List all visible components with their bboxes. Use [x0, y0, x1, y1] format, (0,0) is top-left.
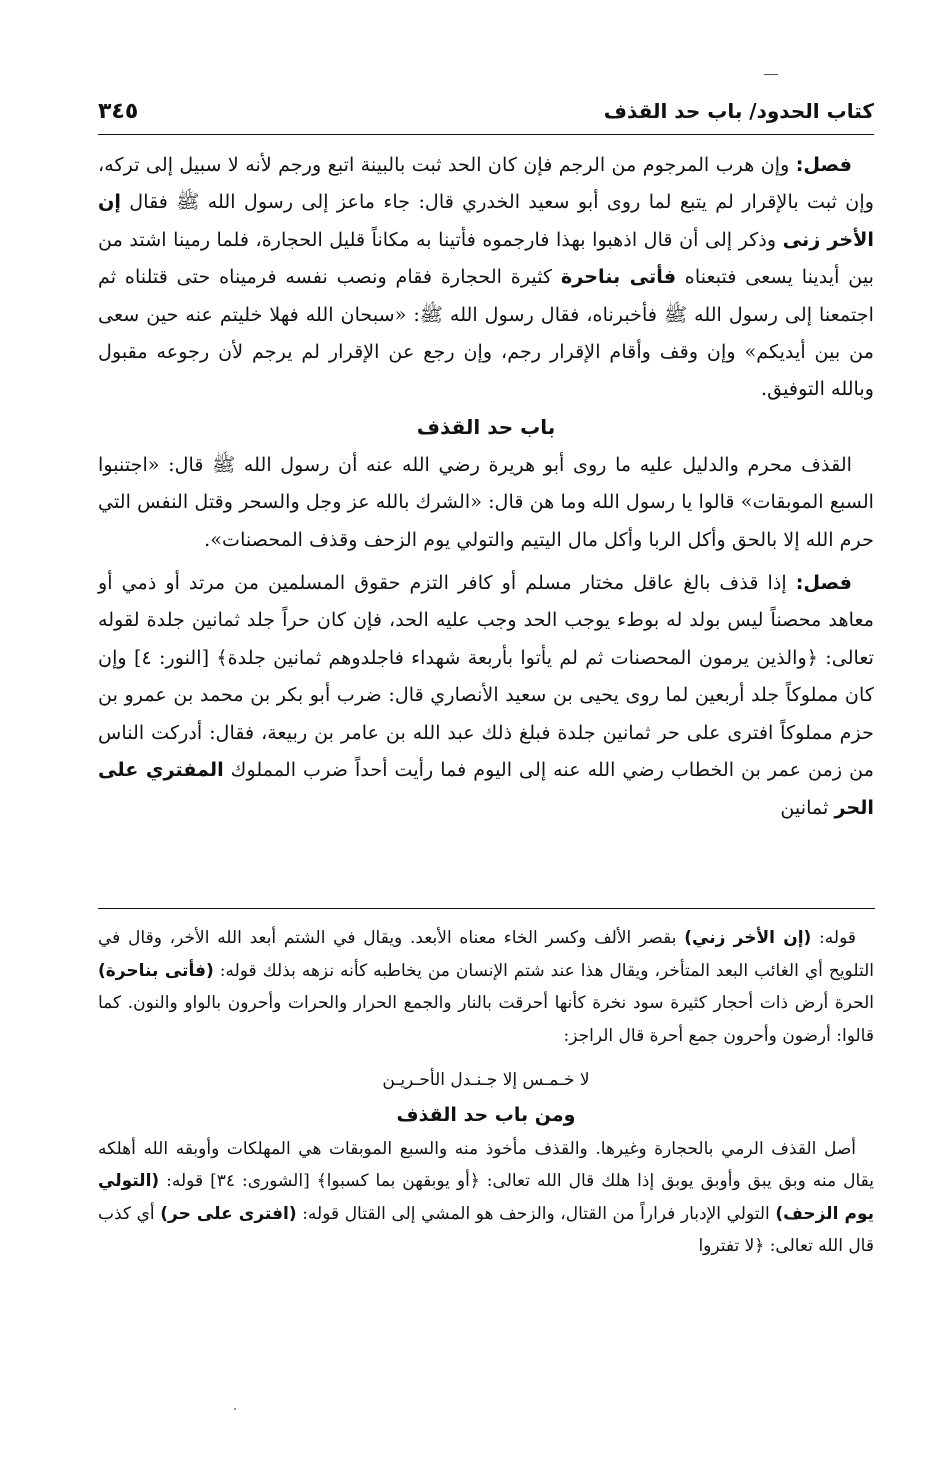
footnote-paragraph-1 [98, 922, 874, 1052]
note-text: قوله: [811, 928, 856, 948]
note-bold: (افترى على حر) [160, 1203, 297, 1224]
bold-phrase: فأتى بناحرة [560, 265, 677, 289]
paragraph-lead: فصل: [795, 153, 852, 176]
paragraph-qadhf: القذف محرم والدليل عليه ما روى أبو هريرة رضي الله عنه أن رسول الله ﷺ قال: «اجتنبوا السبع الموبقات» قالوا يا رسول الله وما هن قال: «الشرك بالله عز وجل والسحر وقتل النفس التي حرم الله إلا بالحق وأكل الربا وأكل مال اليتيم والتولي يوم الزحف وقذف المحصنات». [98, 452, 874, 551]
paragraph-text: إذا قذف بالغ عاقل مختار مسلم أو كافر التزم حقوق المسلمين من مرتد أو ذمي أو معاهد محصناً ليس بولد له بوطء يوجب الحد وجب عليه الحد، فإن كان حراً جلد ثمانين جلدة لقوله تعالى: ﴿والذين يرمون المحصنات ثم لم يأتوا بأربعة شهداء فاجلدوهم ثمانين جلدة﴾ [النور: ٤] وإن كان مملوكاً جلد أربعين لما روى يحيى بن سعيد الأنصاري قال: ضرب أبو بكر بن محمد بن عمرو بن حزم مملوكاً افترى على حر ثمانين جلدة فبلغ ذلك عبد الله بن عامر بن ربيعة، فقال: أدركت الناس من زمن عمر بن الخطاب رضي الله عنه إلى اليوم فما رأيت أحداً ضرب المملوك [98, 571, 875, 782]
section-title: باب حد القذف [416, 414, 556, 439]
paragraph-lead: فصل: [795, 571, 852, 595]
running-title: كتاب الحدود/ باب حد القذف [603, 99, 874, 123]
note-text: التولي الإدبار فراراً من القتال، والزحف هو المشي إلى القتال قوله: [296, 1203, 776, 1224]
footnote-divider [98, 908, 875, 909]
bold-phrase: إن الأخر زنى [98, 190, 874, 251]
paragraph-text: ثمانين [780, 795, 835, 819]
note-bold: (التولي يوم الزحف) [98, 1171, 874, 1224]
footnote-subtitle: ومن باب حد القذف [396, 1103, 576, 1126]
paragraph-text: كثيرة الحجارة فقام ونصب نفسه فرميناه حتى قتلناه ثم اجتمعنا إلى رسول الله ﷺ فأخبرناه، فقال رسول الله ﷺ: «سبحان الله فهلا خليتم عنه حين سعى من بين أيديكم» وإن وقف وأقام الإقرار رجم، وإن رجع عن الإقرار لم يرجم لأن رجوعه مقبول وبالله التوفيق. [98, 265, 874, 401]
verse-line: لا خـمـس إلا جـنـدل الأحـريـن [382, 1070, 590, 1090]
note-bold: (إن الأخر زني) [684, 928, 812, 948]
top-mark [764, 74, 778, 75]
note-text: أي كذب قال الله تعالى: ﴿لا تفتروا [98, 1203, 874, 1256]
footnote-paragraph-2 [98, 1133, 874, 1263]
note-text: الحرة أرض ذات أحجار كثيرة سود نخرة كأنها أحرقت بالنار والجمع الحرار والحرات وأحرون بالواو والنون. كما قالوا: أرضون وأحرون جمع أحرة قال الراجز: [98, 993, 874, 1046]
paragraph-fasl-1 [98, 146, 874, 408]
main-text [98, 146, 874, 826]
bold-phrase: المفتري على الحر [98, 758, 874, 819]
paragraph-text: وذكر إلى أن قال اذهبوا بهذا فارجموه فأتينا به مكاناً قليل الحجارة، فلما رمينا اشتد من بين أيدينا يسعى فتبعناه [98, 227, 874, 289]
note-text: أصل القذف الرمي بالحجارة وغيرها. والقذف مأخوذ منه والسبع الموبقات هي المهلكات وأوبقه الله أهلكه يقال منه وبق يبق وأوبق يوبق إذا هلك قال الله تعالى: ﴿أو يوبقهن بما كسبوا﴾ [الشورى: ٣٤] قوله: [98, 1138, 874, 1191]
footnotes [98, 922, 874, 1263]
note-text: بقصر الألف وكسر الخاء معناه الأبعد. ويقال في الشتم أبعد الله الأخر، وقال في التلويح أي الغائب البعد المتأخر، ويقال هذا عند شتم الإنسان من يخاطبه كأنه نزهه بذلك قوله: [98, 928, 874, 981]
page-number: ٣٤٥ [98, 98, 139, 124]
scan-speck [234, 1408, 236, 1410]
paragraph-fasl-2 [98, 564, 874, 826]
note-bold: (فأتى بناحرة) [98, 960, 214, 981]
page-header [98, 88, 874, 135]
paragraph-text: وإن هرب المرجوم من الرجم فإن كان الحد ثبت بالبينة اتبع ورجم لأنه لا سبيل إلى تركه، وإن ثبت بالإقرار لم يتبع لما روى أبو سعيد الخدري قال: جاء ماعز إلى رسول الله ﷺ فقال [98, 153, 874, 214]
